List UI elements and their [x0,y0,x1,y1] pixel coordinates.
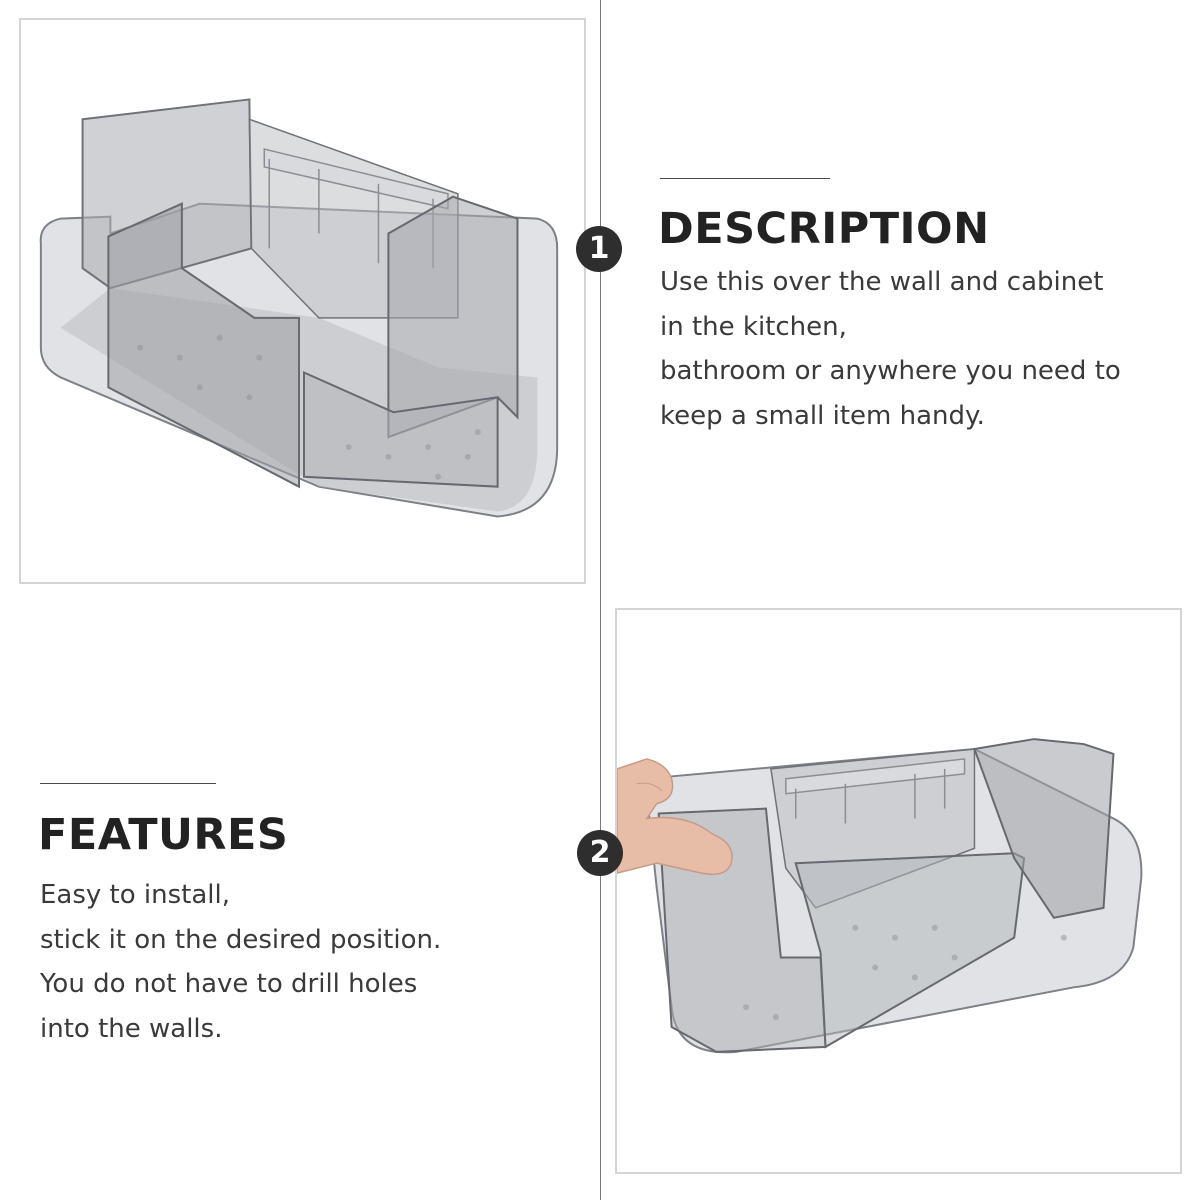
features-line: stick it on the desired position. [40,925,442,955]
product-photo-1 [19,18,586,584]
description-line: bathroom or anywhere you need to [660,356,1121,386]
features-rule [40,783,216,784]
features-line: Easy to install, [40,880,231,910]
description-title: DESCRIPTION [658,204,990,254]
product-photo-2 [615,608,1182,1174]
description-line: Use this over the wall and cabinet [660,267,1104,297]
description-line: keep a small item handy. [660,401,985,431]
features-title: FEATURES [38,810,289,860]
description-line: in the kitchen, [660,312,847,342]
features-line: You do not have to drill holes [40,969,418,999]
features-line: into the walls. [40,1014,223,1044]
organizer-illustration [21,20,584,582]
step-badge-2: 2 [577,830,623,876]
center-divider [600,0,601,1200]
step-badge-1: 1 [576,226,622,272]
description-rule [660,178,830,179]
organizer-hand-illustration [617,610,1180,1172]
